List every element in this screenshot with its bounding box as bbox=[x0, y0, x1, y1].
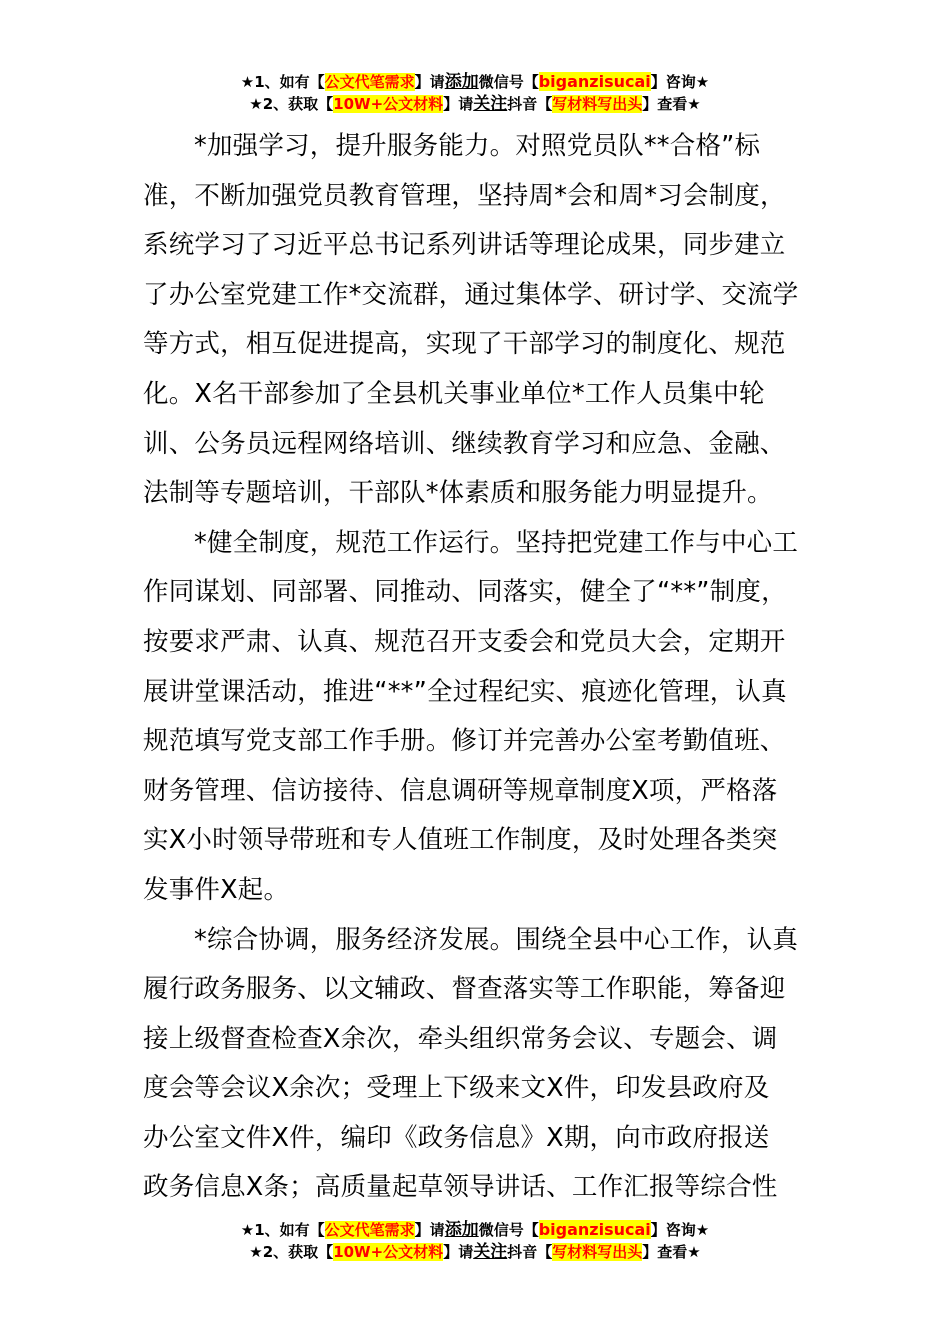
paragraph-learning bbox=[143, 122, 811, 519]
text-line: 政务信息X条；高质量起草领导讲话、工作汇报等综合性 bbox=[143, 1172, 778, 1203]
text-line: 系统学习了习近平总书记系列讲话等理论成果，同步建立 bbox=[143, 230, 786, 261]
text-line: 准，不断加强党员教育管理，坚持周*会和周*习会制度， bbox=[143, 180, 786, 211]
text-line: 作同谋划、同部署、同推动、同落实，健全了“**”制度， bbox=[143, 577, 787, 608]
document-body bbox=[143, 122, 811, 1213]
highlight-materials-label: 10W+公文材料 bbox=[333, 95, 444, 113]
text-line: 等方式，相互促进提高，实现了干部学习的制度化、规范 bbox=[143, 329, 786, 360]
highlight-wechat-id: biganzisucai bbox=[538, 72, 651, 91]
text-line: 了办公室党建工作*交流群，通过集体学、研讨学、交流学 bbox=[143, 279, 799, 310]
highlight-douyin-account: 写材料写出头 bbox=[552, 95, 643, 113]
text-line: *加强学习，提升服务能力。对照党员队**合格”标 bbox=[194, 131, 761, 161]
highlight-wechat-id: biganzisucai bbox=[538, 1220, 651, 1239]
text-line: 训、公务员远程网络培训、继续教育学习和应急、金融、 bbox=[143, 428, 786, 459]
paragraph-system bbox=[143, 519, 811, 916]
text-line: 展讲堂课活动，推进“**”全过程纪实、痕迹化管理，认真 bbox=[143, 676, 787, 707]
text-line: 实X小时领导带班和专人值班工作制度，及时处理各类突 bbox=[143, 825, 778, 856]
highlight-service-label: 公文代笔需求 bbox=[324, 73, 415, 91]
paragraph-coordination bbox=[143, 916, 811, 1214]
text-line: 按要求严肃、认真、规范召开支委会和党员大会，定期开 bbox=[143, 626, 786, 657]
text-line: *综合协调，服务经济发展。围绕全县中心工作，认真 bbox=[194, 924, 799, 955]
footer-banner bbox=[0, 1218, 950, 1264]
text-line: 履行政务服务、以文辅政、督查落实等工作职能，筹备迎 bbox=[143, 974, 786, 1005]
footer-banner-line-1: ★1、如有【公文代笔需求】请添加微信号【biganzisucai】咨询★ bbox=[240, 1220, 710, 1240]
highlight-douyin-account: 写材料写出头 bbox=[552, 1243, 643, 1261]
header-banner bbox=[0, 70, 950, 116]
header-banner-line-1: ★1、如有【公文代笔需求】请添加微信号【biganzisucai】咨询★ bbox=[240, 72, 710, 92]
highlight-materials-label: 10W+公文材料 bbox=[333, 1243, 444, 1261]
header-banner-line-2: ★2、获取【10W+公文材料】请关注抖音【写材料写出头】查看★ bbox=[249, 94, 701, 114]
text-line: 度会等会议X余次；受理上下级来文X件，印发县政府及 bbox=[143, 1073, 770, 1104]
text-line: 规范填写党支部工作手册。修订并完善办公室考勤值班、 bbox=[143, 726, 786, 757]
highlight-service-label: 公文代笔需求 bbox=[324, 1221, 415, 1239]
footer-banner-line-2: ★2、获取【10W+公文材料】请关注抖音【写材料写出头】查看★ bbox=[249, 1242, 701, 1262]
text-line: 财务管理、信访接待、信息调研等规章制度X项，严格落 bbox=[143, 775, 778, 806]
text-line: 法制等专题培训，干部队*体素质和服务能力明显提升。 bbox=[143, 478, 773, 509]
text-line: *健全制度，规范工作运行。坚持把党建工作与中心工 bbox=[194, 527, 799, 558]
text-line: 化。X名干部参加了全县机关事业单位*工作人员集中轮 bbox=[143, 378, 765, 409]
text-line: 办公室文件X件，编印《政务信息》X期，向市政府报送 bbox=[143, 1122, 770, 1153]
text-line: 接上级督查检查X余次，牵头组织常务会议、专题会、调 bbox=[143, 1023, 778, 1054]
text-line: 发事件X起。 bbox=[143, 874, 290, 905]
